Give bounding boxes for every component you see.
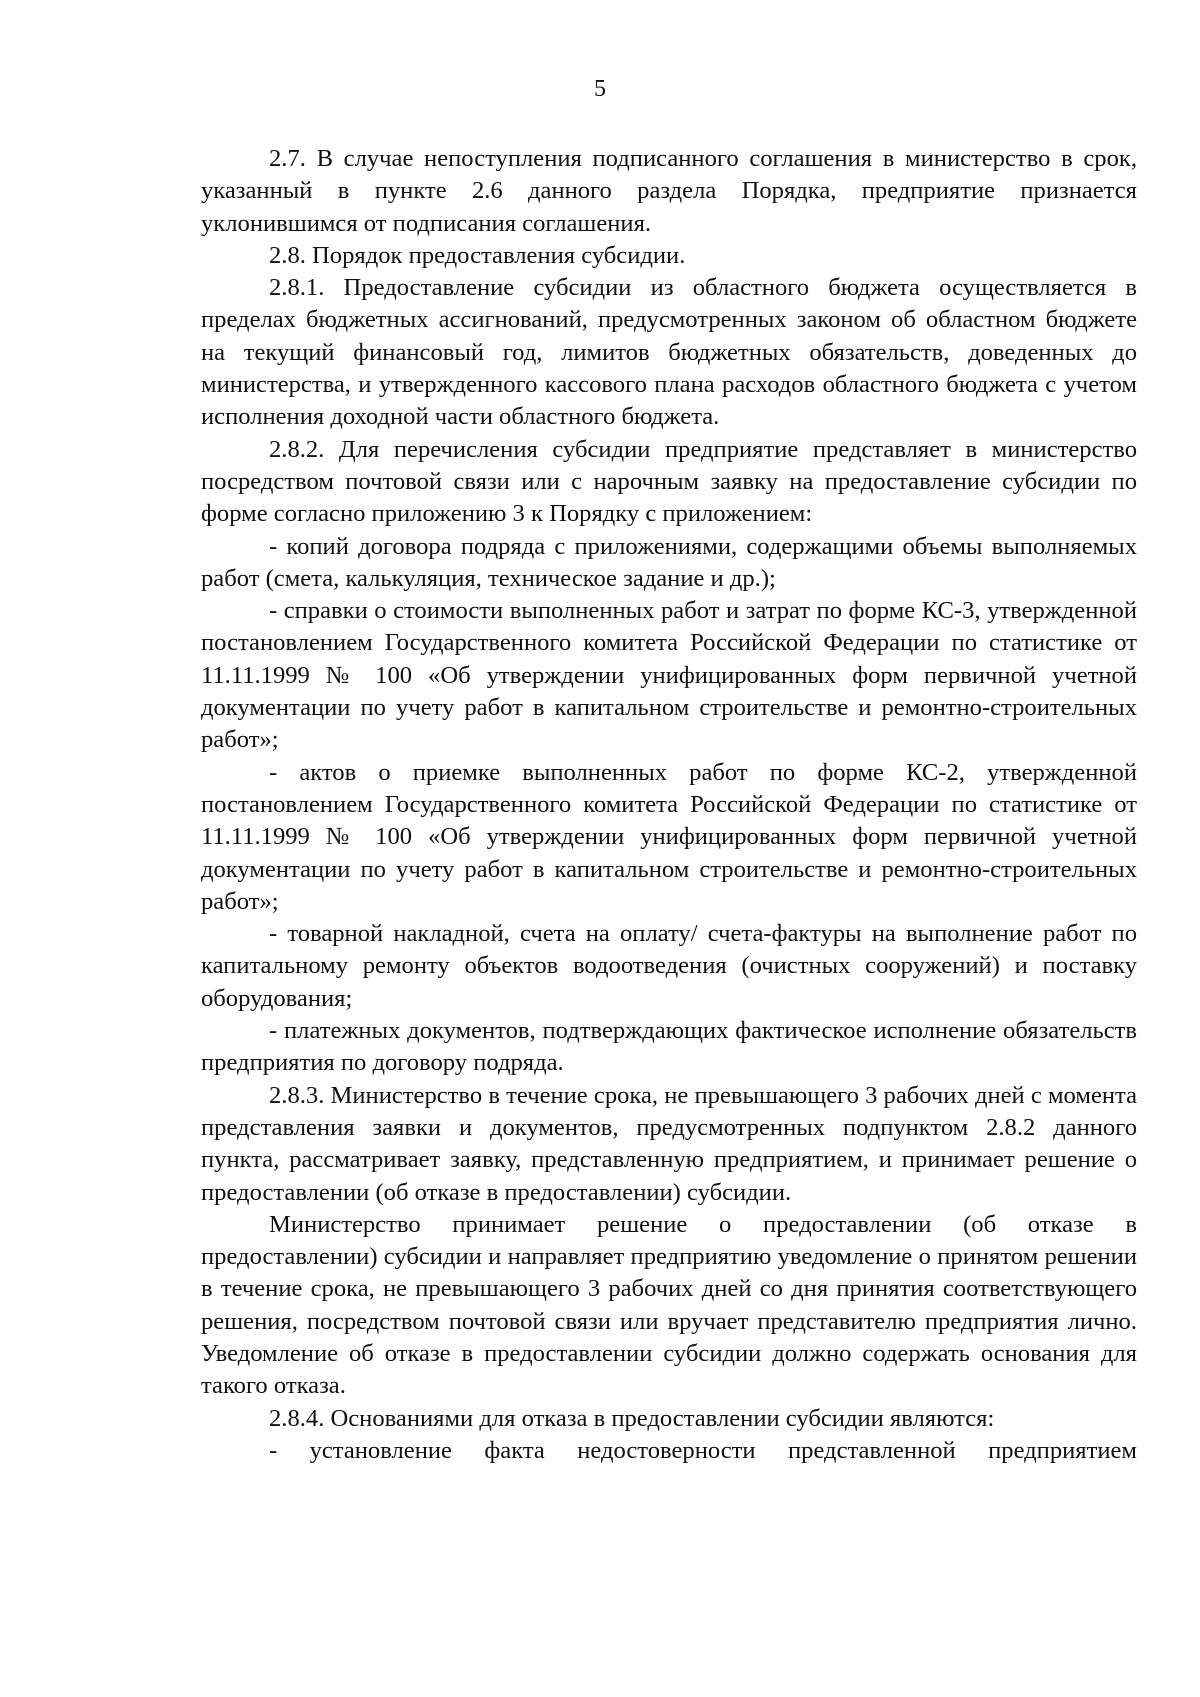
paragraph-2-8-4: 2.8.4. Основаниями для отказа в предоставлении субсидии являются:	[269, 1404, 995, 1432]
paragraph-ministry-decision: Министерство принимает решение о предоставлении (об отказе в предоставлении) субсидии и направляет предприятию уведомление о принятом решении в течение срока, не превышающего 3 рабочих дней со дня принятия соответствующего решения, посредством почтовой связи или вручает представителю предприятия лично. Уведомление об отказе в предоставлении субсидии должно содержать основания для такого отказа.	[201, 1210, 1137, 1400]
list-item-ks2-acts: - актов о приемке выполненных работ по форме КС-2, утвержденной постановлением Государственного комитета Российской Федерации по статистике от 11.11.1999 № 100 «Об утверждении унифицированных форм первичной учетной документации по учету работ в капитальном строительстве и ремонтно-строительных работ»;	[201, 758, 1137, 915]
list-item-ks3-certificate: - справки о стоимости выполненных работ и затрат по форме КС-3, утвержденной постановлением Государственного комитета Российской Федерации по статистике от 11.11.1999 № 100 «Об утверждении унифицированных форм первичной учетной документации по учету работ в капитальном строительстве и ремонтно-строительных работ»;	[201, 597, 1137, 754]
list-item-unreliability: - установление факта недостоверности представленной предприятием	[269, 1436, 1137, 1464]
list-item-payment-documents: - платежных документов, подтверждающих фактическое исполнение обязательств предприятия по договору подряда.	[201, 1017, 1137, 1077]
list-item-contract-copies: - копий договора подряда с приложениями, содержащими объемы выполняемых работ (смета, калькуляция, техническое задание и др.);	[201, 532, 1137, 592]
paragraph-2-8-1: 2.8.1. Предоставление субсидии из областного бюджета осуществляется в пределах бюджетных ассигнований, предусмотренных законом об областном бюджете на текущий финансовый год, лимитов бюджетных обязательств, доведенных до министерства, и утвержденного кассового плана расходов областного бюджета с учетом исполнения доходной части областного бюджета.	[201, 274, 1137, 431]
document-body	[201, 143, 1137, 1467]
list-item-waybill-invoice: - товарной накладной, счета на оплату/ счета-фактуры на выполнение работ по капитальному ремонту объектов водоотведения (очистных сооружений) и поставку оборудования;	[201, 920, 1137, 1012]
paragraph-2-7: 2.7. В случае непоступления подписанного соглашения в министерство в срок, указанный в пункте 2.6 данного раздела Порядка, предприятие признается уклонившимся от подписания соглашения.	[201, 145, 1137, 237]
paragraph-2-8: 2.8. Порядок предоставления субсидии.	[269, 241, 686, 269]
paragraph-2-8-3: 2.8.3. Министерство в течение срока, не превышающего 3 рабочих дней с момента представления заявки и документов, предусмотренных подпунктом 2.8.2 данного пункта, рассматривает заявку, представленную предприятием, и принимает решение о предоставлении (об отказе в предоставлении) субсидии.	[201, 1081, 1137, 1206]
page-number: 5	[594, 76, 606, 102]
paragraph-2-8-2: 2.8.2. Для перечисления субсидии предприятие представляет в министерство посредством почтовой связи или с нарочным заявку на предоставление субсидии по форме согласно приложению 3 к Порядку с приложением:	[201, 435, 1137, 528]
